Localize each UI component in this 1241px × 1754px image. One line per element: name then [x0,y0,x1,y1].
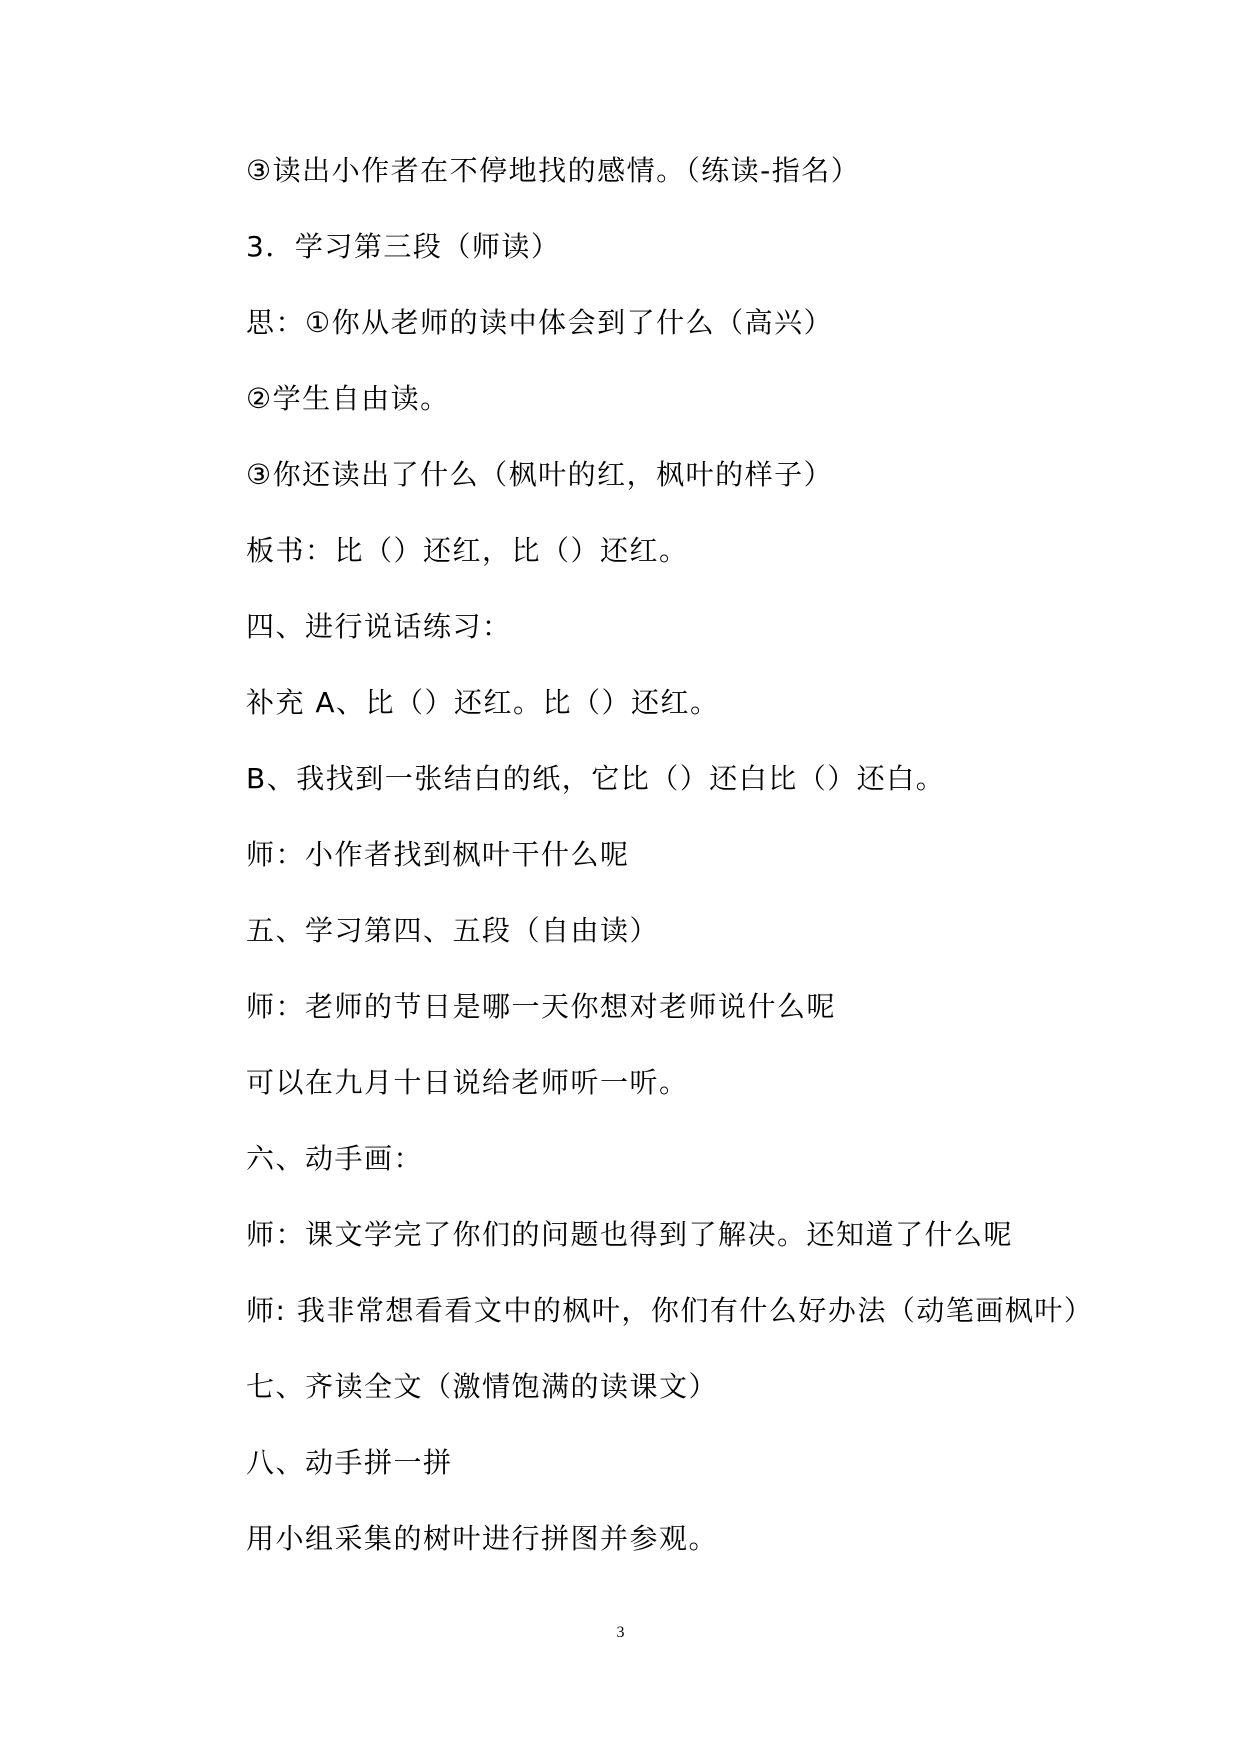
text-line: 师: 我非常想看看文中的枫叶，你们有什么好办法（动笔画枫叶） [246,1294,1094,1327]
text-line: B、我找到一张结白的纸，它比（）还白比（）还白。 [246,762,946,795]
text-line: 补充 A、比（）还红。比（）还红。 [246,686,720,719]
text-line: 思：①你从老师的读中体会到了什么（高兴） [246,306,834,339]
document-body [246,148,1096,1592]
page-number: 3 [616,1624,625,1641]
text-line: ③你还读出了什么（枫叶的红，枫叶的样子） [246,458,834,491]
text-line: ③读出小作者在不停地找的感情。（练读-指名） [246,154,861,187]
section-heading: 八、动手拼一拼 [246,1446,453,1479]
text-line: 师：课文学完了你们的问题也得到了解决。还知道了什么呢 [246,1218,1014,1251]
text-line: ②学生自由读。 [246,382,450,415]
text-line: 师：小作者找到枫叶干什么呢 [246,838,630,871]
text-line: 可以在九月十日说给老师听一听。 [246,1066,689,1099]
section-heading: 七、齐读全文（激情饱满的读课文） [246,1370,719,1403]
text-line: 师：老师的节日是哪一天你想对老师说什么呢 [246,990,837,1023]
text-line: 3．学习第三段（师读） [246,230,561,263]
section-heading: 六、动手画： [246,1142,424,1175]
text-line: 板书：比（）还红，比（）还红。 [246,534,689,567]
text-line: 用小组采集的树叶进行拼图并参观。 [246,1522,719,1555]
section-heading: 五、学习第四、五段（自由读） [246,914,660,947]
section-heading: 四、进行说话练习： [246,610,512,643]
